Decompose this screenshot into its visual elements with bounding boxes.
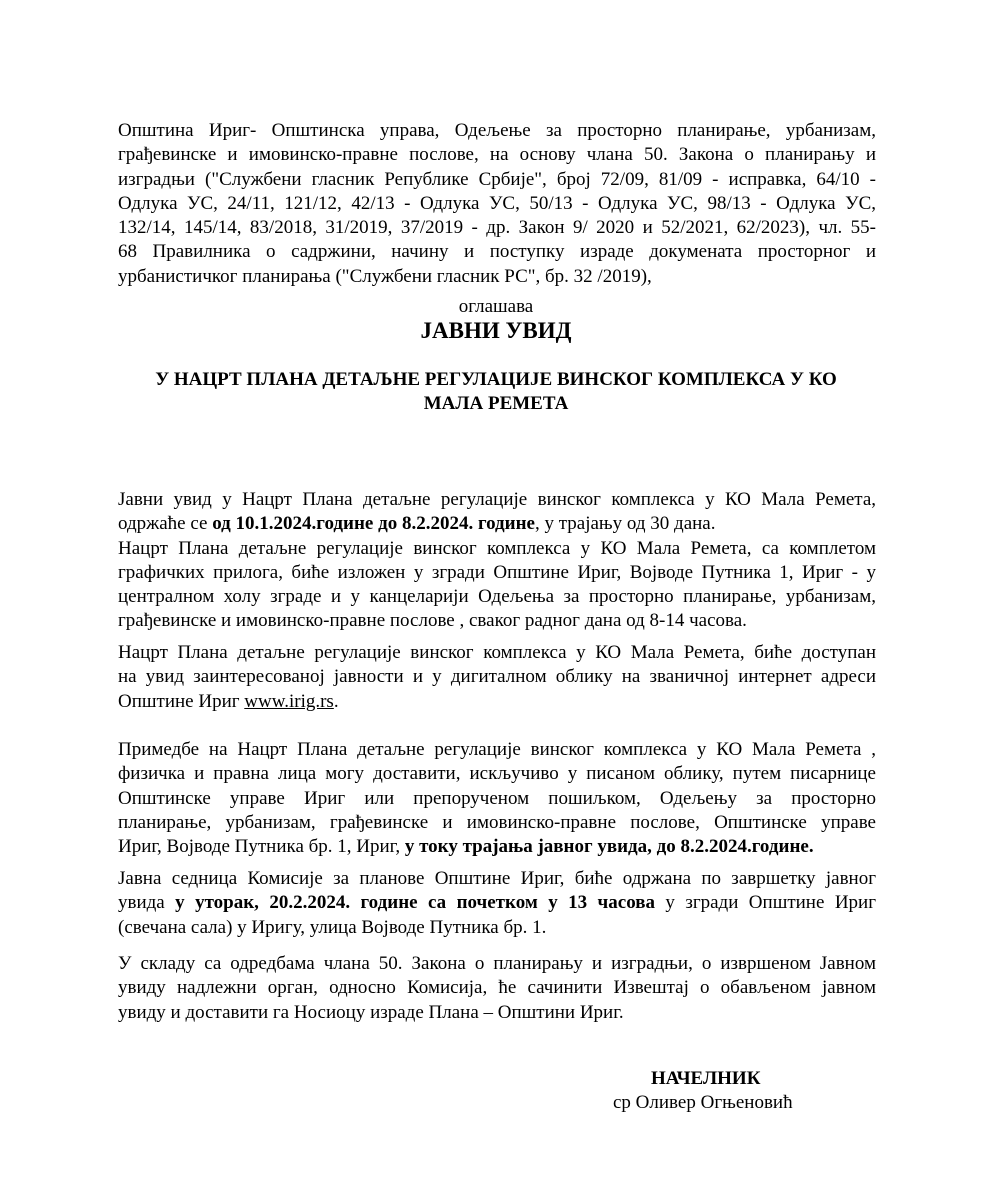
intro-line: изградњи ("Службени гласник Републике Србије", број 72/09, 81/09 - исправка, 64/10 - xyxy=(118,168,876,190)
paragraph-line: Нацрт Плана детаљне регулације винског комплекса у КО Мала Ремета, биће доступан xyxy=(118,642,876,663)
paragraph-line: увиду и доставити га Носиоцу израде Плана – Општини Ириг. xyxy=(118,1001,624,1023)
announces-text: оглашава xyxy=(458,296,534,317)
paragraph-line: увиду надлежни орган, односно Комисија, ће сачинити Извештај о обављеном јавном xyxy=(118,977,876,999)
paragraph-line: (свечана сала) у Иригу, улица Војводе Путника бр. 1. xyxy=(118,916,547,938)
paragraph-line: одржаће се од 10.1.2024.године до 8.2.2024. године, у трајању од 30 дана. xyxy=(118,513,716,535)
paragraph-line: на увид заинтересованој јавности и у дигиталном облику на званичној интернет адреси xyxy=(118,666,876,688)
paragraph-line: Примедбе на Нацрт Плана детаљне регулације винског комплекса у КО Мала Ремета , xyxy=(118,739,876,760)
paragraph-public-inspection xyxy=(118,488,876,634)
paragraph-line: Јавна седница Комисије за планове Општине Ириг, биће одржана по завршетку јавног xyxy=(118,868,876,889)
paragraph-line: Нацрт Плана детаљне регулације винског комплекса у КО Мала Ремета, са комплетом xyxy=(118,537,876,559)
intro-line: Одлука УС, 24/11, 121/12, 42/13 - Одлука УС, 50/13 - Одлука УС, 98/13 - Одлука УС, xyxy=(118,192,876,214)
paragraph-line: Општине Ириг www.irig.rs. xyxy=(118,690,339,712)
inspection-dates: од 10.1.2024.године до 8.2.2024. године xyxy=(212,513,535,535)
document-title: ЈАВНИ УВИД xyxy=(420,318,572,343)
intro-paragraph xyxy=(118,119,876,289)
paragraph-line: Јавни увид у Нацрт Плана детаљне регулације винског комплекса у КО Мала Ремета, xyxy=(118,489,876,510)
paragraph-line: Ириг, Војводе Путника бр. 1, Ириг, у току трајања јавног увида, до 8.2.2024.године. xyxy=(118,836,814,858)
intro-line: урбанистичког планирања ("Службени гласник РС", бр. 32 /2019), xyxy=(118,265,652,287)
paragraph-report xyxy=(118,952,876,1025)
intro-line: Општина Ириг- Општинска управа, Одељење за просторно планирање, урбанизам, xyxy=(118,120,876,141)
paragraph-line: централном холу зграде и у канцеларији Одељења за просторно планирање, урбанизам, xyxy=(118,586,876,608)
paragraph-line: физичка и правна лица могу доставити, искључиво у писаном облику, путем писарнице xyxy=(118,763,876,785)
paragraph-digital-access xyxy=(118,641,876,714)
paragraph-line: графичких прилога, биће изложен у згради Општине Ириг, Војводе Путника 1, Ириг - у xyxy=(118,561,876,583)
subtitle-line-2: МАЛА РЕМЕТА xyxy=(423,393,569,414)
signature-role: НАЧЕЛНИК xyxy=(651,1068,761,1089)
paragraph-line: Општинске управе Ириг или препорученом пошиљком, Одељењу за просторно xyxy=(118,787,876,809)
intro-line: 68 Правилника о садржини, начину и поступку израде докумената просторног и xyxy=(118,241,876,263)
intro-line: грађевинске и имовинско-правне послове, на основу члана 50. Закона о планирању и xyxy=(118,144,876,166)
intro-line: 132/14, 145/14, 83/2018, 31/2019, 37/2019 - др. Закон 9/ 2020 и 52/2021, 62/2023), чл. 55- xyxy=(118,217,876,239)
website-link[interactable]: www.irig.rs xyxy=(244,690,334,712)
paragraph-line: планирање, урбанизам, грађевинске и имовинско-правне послове, Општинске управе xyxy=(118,811,876,833)
subtitle-line-1: У НАЦРТ ПЛАНА ДЕТАЉНЕ РЕГУЛАЦИЈЕ ВИНСКОГ КОМПЛЕКСА У КО xyxy=(155,369,837,390)
paragraph-line: увида у уторак, 20.2.2024. године са почетком у 13 часова у згради Општине Ириг xyxy=(118,892,876,914)
paragraph-objections xyxy=(118,738,876,859)
signature-name: ср Оливер Огњеновић xyxy=(613,1092,793,1113)
paragraph-line: У складу са одредбама члана 50. Закона о планирању и изградњи, о извршеном Јавном xyxy=(118,953,876,974)
session-date: у уторак, 20.2.2024. године са почетком у 13 часова xyxy=(175,892,655,914)
paragraph-line: грађевинске и имовинско-правне послове , сваког радног дана од 8-14 часова. xyxy=(118,610,747,632)
paragraph-public-session xyxy=(118,867,876,940)
objection-deadline: у току трајања јавног увида, до 8.2.2024.године. xyxy=(404,836,814,858)
